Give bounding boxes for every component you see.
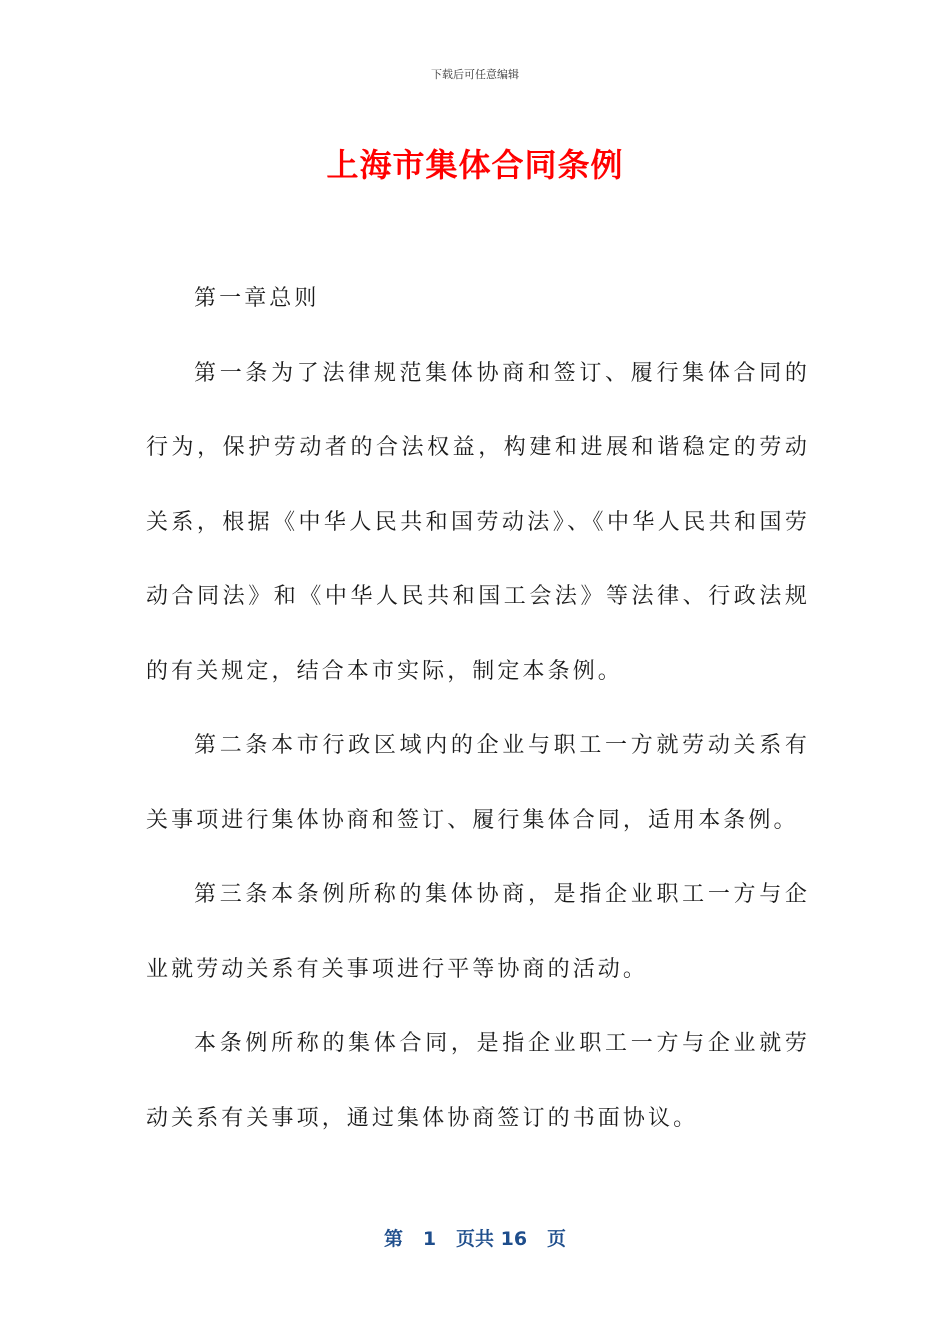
page-prefix: 第 xyxy=(384,1228,404,1250)
page-number-footer xyxy=(0,1224,950,1251)
article-paragraph: 第三条本条例所称的集体协商，是指企业职工一方与企业就劳动关系有关事项进行平等协商的活动。 xyxy=(146,882,810,982)
article-paragraph: 本条例所称的集体合同，是指企业职工一方与企业就劳动关系有关事项，通过集体协商签订的书面协议。 xyxy=(146,1031,810,1131)
document-body xyxy=(146,262,810,1156)
total-pages-number: 16 xyxy=(500,1228,528,1250)
article-paragraph: 第一条为了法律规范集体协商和签订、履行集体合同的行为，保护劳动者的合法权益，构建和进展和谐稳定的劳动关系，根据《中华人民共和国劳动法》、《中华人民共和国劳动合同法》和《中华人民共和国工会法》等法律、行政法规的有关规定，结合本市实际，制定本条例。 xyxy=(146,360,810,684)
header-note: 下载后可任意编辑 xyxy=(431,68,519,81)
document-title: 上海市集体合同条例 xyxy=(326,146,624,184)
article-paragraph: 第二条本市行政区域内的企业与职工一方就劳动关系有关事项进行集体协商和签订、履行集体合同，适用本条例。 xyxy=(146,733,810,833)
chapter-heading: 第一章总则 xyxy=(194,286,320,311)
page-middle-text: 页共 xyxy=(456,1228,495,1250)
page-suffix: 页 xyxy=(546,1228,566,1250)
current-page-number: 1 xyxy=(422,1228,437,1250)
